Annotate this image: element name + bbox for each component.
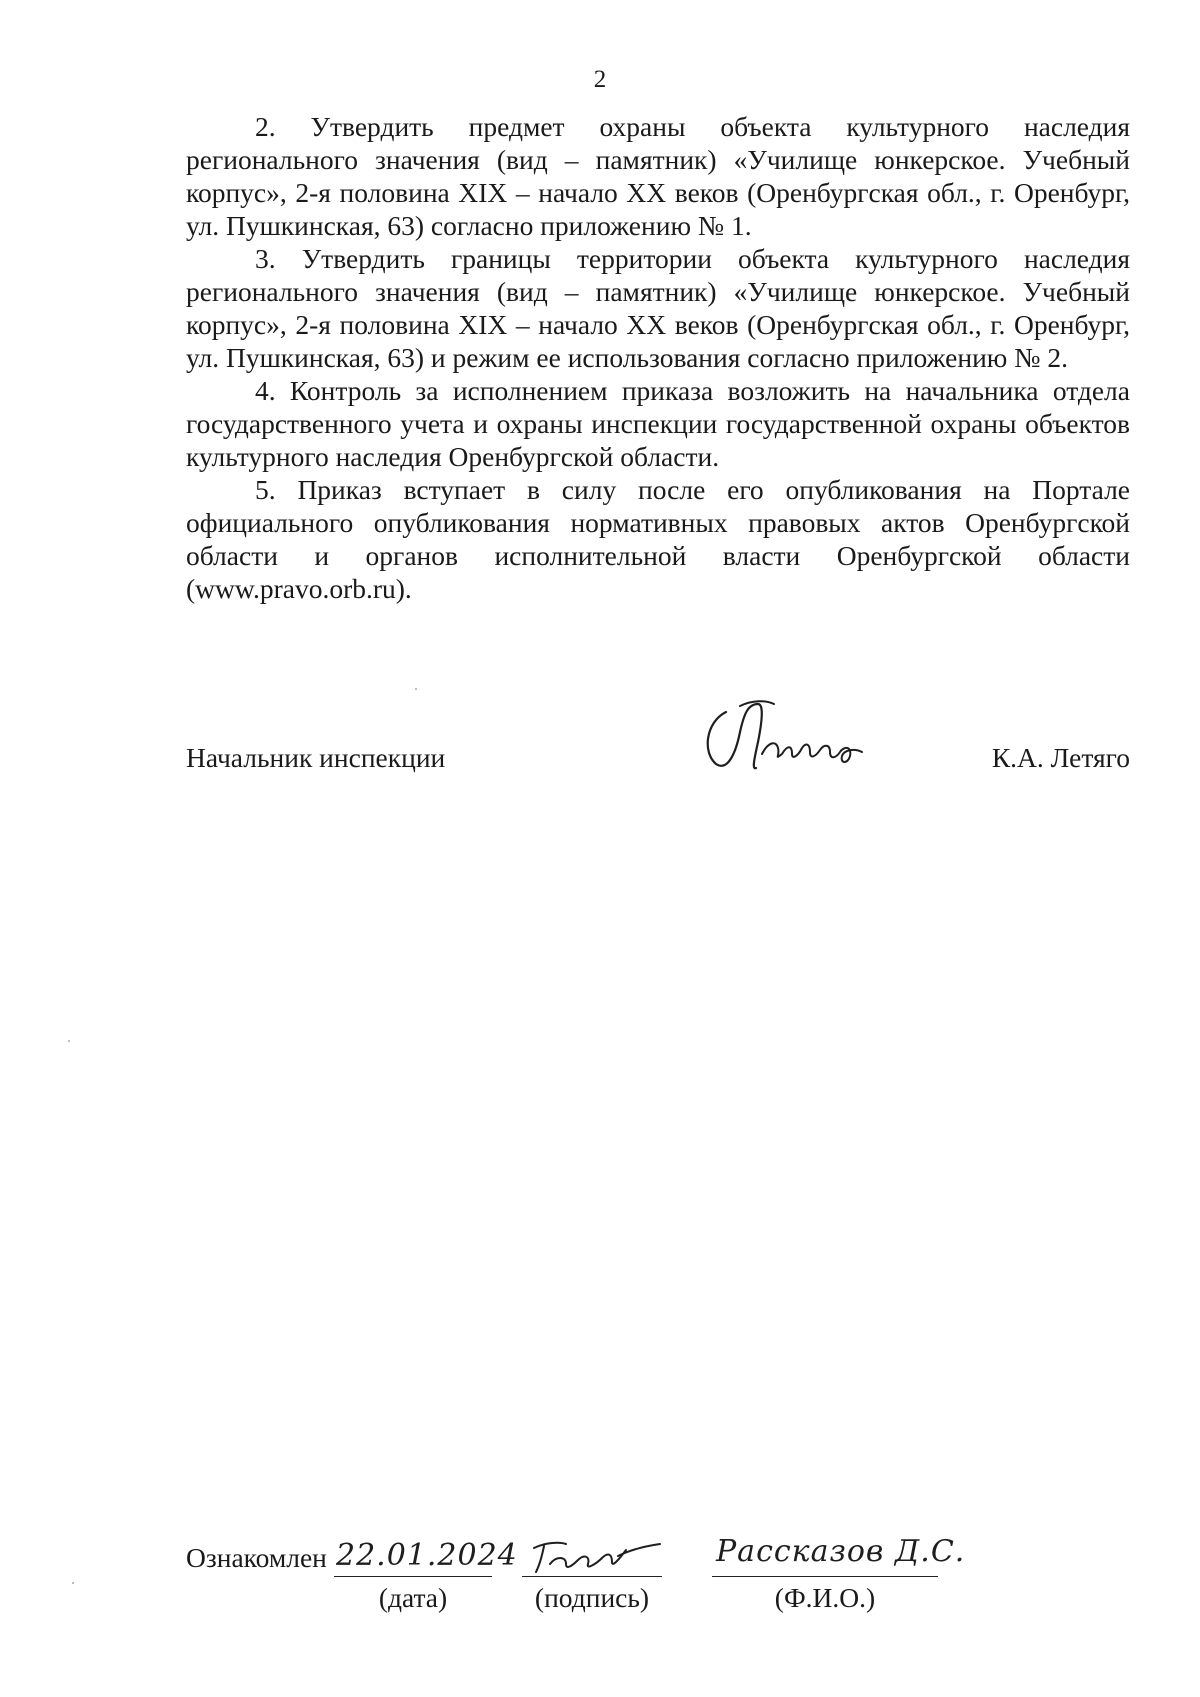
paragraph-5: 5. Приказ вступает в силу после его опубликования на Портале официального опубликования нормативных правовых актов Оренбургской области и органов исполнительной власти Оренбургской области (www.pravo.orb.ru). — [186, 474, 1130, 604]
name-caption: (Ф.И.О.) — [774, 1582, 876, 1613]
paragraph-2: 2. Утвердить предмет охраны объекта культурного наследия регионального значения (вид – памятник) «Училище юнкерское. Учебный корпус», 2-я половина XIX – начало XX веков (Оренбургская обл., г. Оренбург, ул. Пушкинская, 63) согласно приложению № 1. — [186, 111, 1130, 241]
name-line — [712, 1576, 938, 1577]
date-caption: (дата) — [378, 1582, 448, 1613]
signer-title: Начальник инспекции — [186, 742, 446, 773]
scan-speck — [415, 688, 417, 690]
signature-block — [186, 682, 1130, 792]
document-body — [186, 110, 1130, 605]
scan-speck — [72, 1582, 74, 1584]
signer-name: К.А. Летяго — [991, 742, 1130, 773]
handwritten-date: 22.01.2024 — [336, 1538, 518, 1573]
handwritten-name: Рассказов Д.С. — [716, 1534, 966, 1569]
scan-speck — [68, 1040, 70, 1042]
acknowledgement-label: Ознакомлен — [186, 1542, 327, 1573]
acknowledgement-signature — [526, 1534, 666, 1578]
date-line — [334, 1576, 492, 1577]
page-number: 2 — [593, 66, 607, 93]
acknowledgement-block — [186, 1520, 1130, 1613]
signature-caption: (подпись) — [534, 1582, 650, 1613]
handwritten-signature — [696, 682, 886, 792]
paragraph-3: 3. Утвердить границы территории объекта культурного наследия регионального значения (вид – памятник) «Училище юнкерское. Учебный корпус», 2-я половина XIX – начало XX веков (Оренбургская обл., г. Оренбург, ул. Пушкинская, 63) и режим ее использования согласно приложению № 2. — [186, 243, 1130, 373]
paragraph-4: 4. Контроль за исполнением приказа возложить на начальника отдела государственного учета и охраны инспекции государственной охраны объектов культурного наследия Оренбургской области. — [186, 375, 1130, 472]
